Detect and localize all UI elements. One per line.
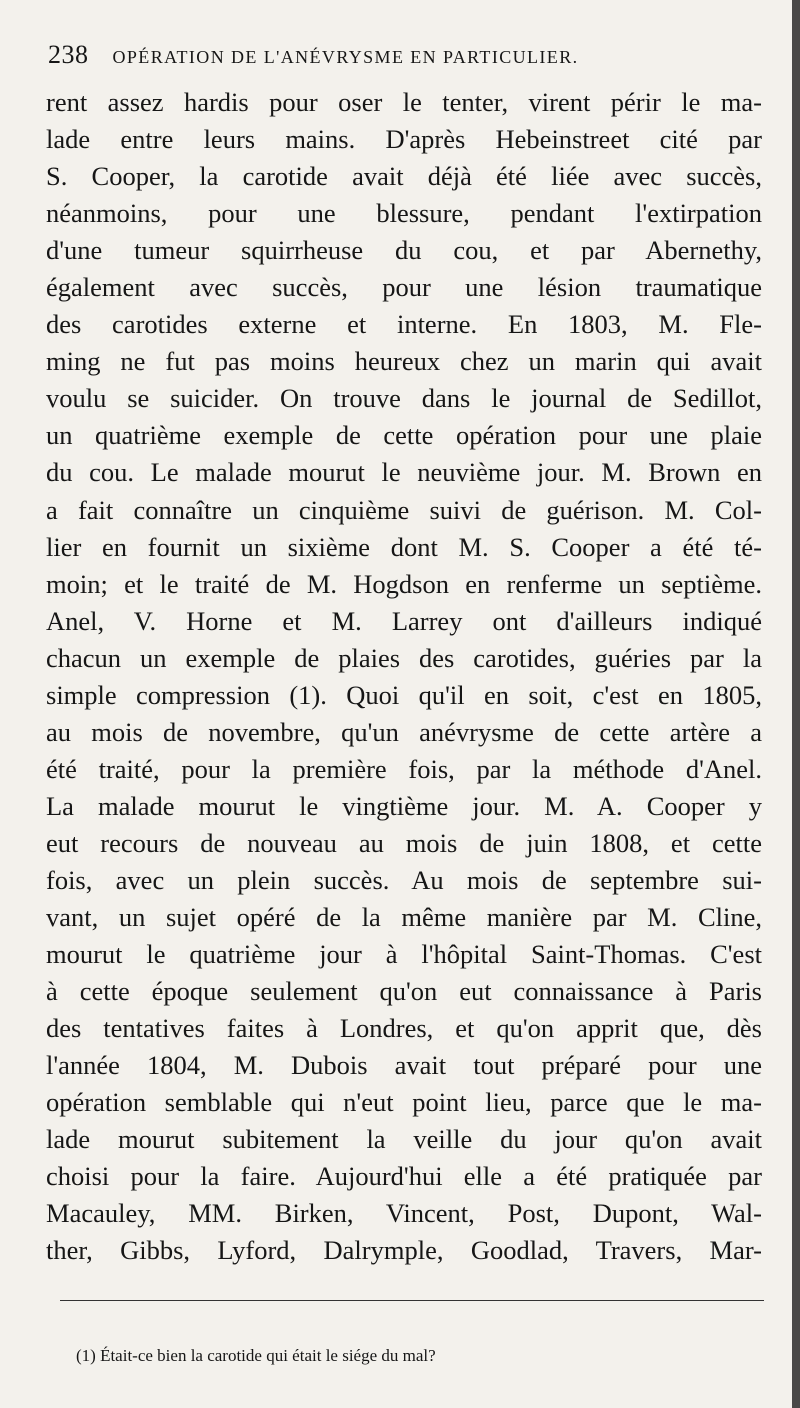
page-number: 238 (48, 40, 89, 69)
text-line: des carotides externe et interne. En 1803, M. Fle- (46, 309, 762, 340)
text-line: ming ne fut pas moins heureux chez un marin qui avait (46, 346, 762, 377)
text-line: simple compression (1). Quoi qu'il en soit, c'est en 1805, (46, 679, 762, 710)
text-line: un quatrième exemple de cette opération pour une plaie (46, 420, 762, 451)
text-line: a fait connaître un cinquième suivi de guérison. M. Col- (46, 494, 762, 525)
text-line: rent assez hardis pour oser le tenter, virent périr le ma- (46, 87, 762, 117)
text-line: mourut le quatrième jour à l'hôpital Saint-Thomas. C'est (46, 939, 762, 970)
text-line: d'une tumeur squirrheuse du cou, et par Abernethy, (46, 235, 762, 266)
text-line: choisi pour la faire. Aujourd'hui elle a été pratiquée par (46, 1161, 762, 1192)
text-line: Anel, V. Horne et M. Larrey ont d'ailleurs indiqué (46, 605, 762, 636)
text-line: l'année 1804, M. Dubois avait tout préparé pour une (46, 1050, 762, 1081)
running-title: OPÉRATION DE L'ANÉVRYSME EN PARTICULIER. (112, 47, 579, 67)
body-text (46, 84, 762, 1270)
text-line: ther, Gibbs, Lyford, Dalrymple, Goodlad, Travers, Mar- (46, 1235, 762, 1266)
text-line: au mois de novembre, qu'un anévrysme de cette artère a (46, 716, 762, 747)
text-line: été traité, pour la première fois, par la méthode d'Anel. (46, 753, 762, 784)
text-line: eut recours de nouveau au mois de juin 1808, et cette (46, 827, 762, 858)
text-line: La malade mourut le vingtième jour. M. A. Cooper y (46, 790, 762, 821)
text-line: opération semblable qui n'eut point lieu, parce que le ma- (46, 1087, 762, 1118)
text-line: du cou. Le malade mourut le neuvième jour. M. Brown en (46, 457, 762, 488)
text-line: moin; et le traité de M. Hogdson en renferme un septième. (46, 568, 762, 599)
text-line: chacun un exemple de plaies des carotides, guéries par la (46, 642, 762, 673)
text-line: lade mourut subitement la veille du jour qu'on avait (46, 1124, 762, 1155)
text-line: fois, avec un plein succès. Au mois de septembre sui- (46, 864, 762, 895)
text-line: des tentatives faites à Londres, et qu'on apprit que, dès (46, 1013, 762, 1044)
text-line: S. Cooper, la carotide avait déjà été liée avec succès, (46, 161, 762, 192)
footnote: (1) Était-ce bien la carotide qui était le siége du mal? (76, 1346, 436, 1365)
text-line: Macauley, MM. Birken, Vincent, Post, Dupont, Wal- (46, 1198, 762, 1229)
page-header (48, 40, 760, 76)
text-line: lade entre leurs mains. D'après Hebeinstreet cité par (46, 124, 762, 155)
text-line: lier en fournit un sixième dont M. S. Cooper a été té- (46, 531, 762, 562)
text-line: néanmoins, pour une blessure, pendant l'extirpation (46, 198, 762, 229)
text-line: voulu se suicider. On trouve dans le journal de Sedillot, (46, 383, 762, 414)
text-line: également avec succès, pour une lésion traumatique (46, 272, 762, 303)
text-line: vant, un sujet opéré de la même manière par M. Cline, (46, 902, 762, 933)
footnote-rule (60, 1300, 764, 1301)
text-line: à cette époque seulement qu'on eut connaissance à Paris (46, 976, 762, 1007)
